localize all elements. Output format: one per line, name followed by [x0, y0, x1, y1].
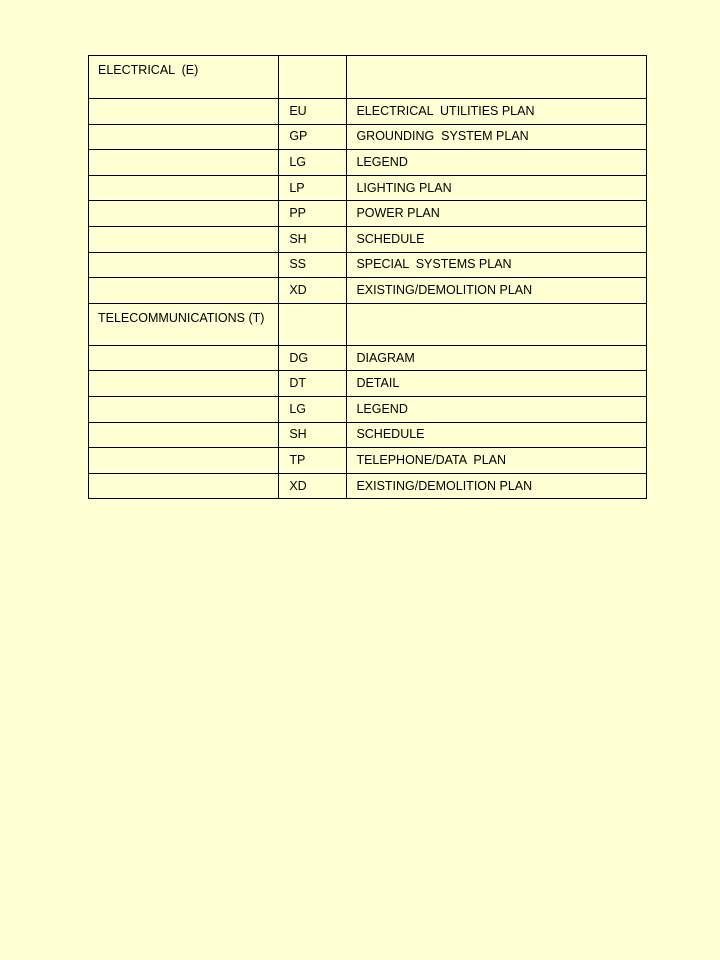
empty-desc-cell [347, 56, 647, 99]
table-row [89, 226, 647, 252]
empty-discipline-cell [89, 371, 279, 397]
table-row [89, 150, 647, 176]
sheet-description: SCHEDULE [347, 226, 647, 252]
sheet-description: LEGEND [347, 396, 647, 422]
empty-discipline-cell [89, 396, 279, 422]
sheet-description: DETAIL [347, 371, 647, 397]
sheet-code: GP [279, 124, 347, 150]
empty-discipline-cell [89, 99, 279, 125]
sheet-code: DG [279, 345, 347, 371]
empty-discipline-cell [89, 201, 279, 227]
empty-discipline-cell [89, 345, 279, 371]
sheet-code: LG [279, 150, 347, 176]
sheet-description: DIAGRAM [347, 345, 647, 371]
empty-desc-cell [347, 303, 647, 345]
section-title: ELECTRICAL (E) [89, 56, 279, 99]
sheet-description: EXISTING/DEMOLITION PLAN [347, 473, 647, 499]
sheet-description: ELECTRICAL UTILITIES PLAN [347, 99, 647, 125]
sheet-code: XD [279, 473, 347, 499]
sheet-description: LIGHTING PLAN [347, 175, 647, 201]
empty-code-cell [279, 303, 347, 345]
sheet-code: LG [279, 396, 347, 422]
table-row [89, 124, 647, 150]
table-row [89, 396, 647, 422]
table-row [89, 252, 647, 278]
empty-discipline-cell [89, 448, 279, 474]
sheet-code: SH [279, 226, 347, 252]
empty-discipline-cell [89, 150, 279, 176]
sheet-description: EXISTING/DEMOLITION PLAN [347, 278, 647, 304]
sheet-description: SCHEDULE [347, 422, 647, 448]
table-row [89, 201, 647, 227]
sheet-designation-table [88, 55, 647, 499]
sheet-description: LEGEND [347, 150, 647, 176]
table-row [89, 422, 647, 448]
sheet-code: EU [279, 99, 347, 125]
section-header-row [89, 56, 647, 99]
empty-discipline-cell [89, 226, 279, 252]
table-row [89, 99, 647, 125]
sheet-code: TP [279, 448, 347, 474]
table-row [89, 345, 647, 371]
sheet-code: SH [279, 422, 347, 448]
table-row [89, 473, 647, 499]
sheet-code: SS [279, 252, 347, 278]
empty-discipline-cell [89, 124, 279, 150]
sheet-description: TELEPHONE/DATA PLAN [347, 448, 647, 474]
sheet-code: XD [279, 278, 347, 304]
sheet-code: LP [279, 175, 347, 201]
empty-discipline-cell [89, 175, 279, 201]
sheet-description: POWER PLAN [347, 201, 647, 227]
sheet-code: DT [279, 371, 347, 397]
table-row [89, 175, 647, 201]
empty-discipline-cell [89, 252, 279, 278]
empty-discipline-cell [89, 473, 279, 499]
sheet-code: PP [279, 201, 347, 227]
section-title: TELECOMMUNICATIONS (T) [89, 303, 279, 345]
empty-code-cell [279, 56, 347, 99]
section-header-row [89, 303, 647, 345]
table-row [89, 448, 647, 474]
empty-discipline-cell [89, 422, 279, 448]
sheet-description: SPECIAL SYSTEMS PLAN [347, 252, 647, 278]
table-row [89, 371, 647, 397]
table-row [89, 278, 647, 304]
empty-discipline-cell [89, 278, 279, 304]
sheet-description: GROUNDING SYSTEM PLAN [347, 124, 647, 150]
